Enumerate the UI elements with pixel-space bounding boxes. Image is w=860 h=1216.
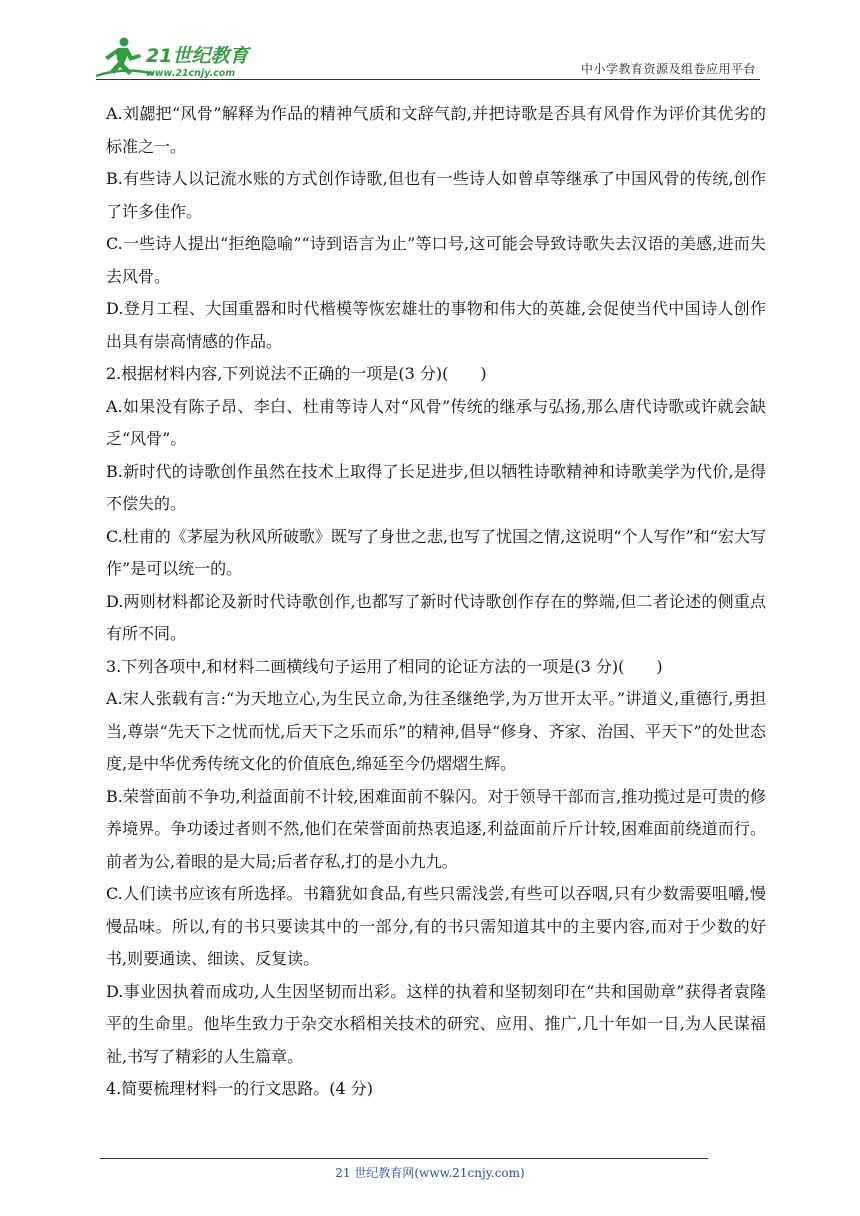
logo-url-text: www.21cnjy.com [146,68,236,79]
option-1c: C.一些诗人提出“拒绝隐喻”“诗到语言为止”等口号,这可能会导致诗歌失去汉语的美感,进而失去风骨。 [106,234,766,286]
option-2a: A.如果没有陈子昂、李白、杜甫等诗人对“风骨”传统的继承与弘扬,那么唐代诗歌或许就会缺乏“风骨”。 [106,396,766,448]
option-2c: C.杜甫的《茅屋为秋风所破歌》既写了身世之悲,也写了忧国之情,这说明“个人写作”和“宏大写作”是可以统一的。 [106,526,766,578]
logo-main-text: 21世纪教育 [146,45,249,67]
option-3a: A.宋人张载有言:“为天地立心,为生民立命,为往圣继绝学,为万世开太平。”讲道义,重德行,勇担当,尊崇“先天下之忧而忧,后天下之乐而乐”的精神,倡导“修身、齐家、治国、平天下”的处世态度,是中华优秀传统文化的价值底色,绵延至今仍熠熠生辉。 [106,689,766,773]
option-1a: A.刘勰把“风骨”解释为作品的精神气质和文辞气韵,并把诗歌是否具有风骨作为评价其优劣的标准之一。 [106,104,766,156]
option-2d: D.两则材料都论及新时代诗歌创作,也都写了新时代诗歌创作存在的弊端,但二者论述的侧重点有所不同。 [106,591,766,643]
option-3c: C.人们读书应该有所选择。书籍犹如食品,有些只需浅尝,有些可以吞咽,只有少数需要咀嚼,慢慢品味。所以,有的书只要读其中的一部分,有的书只需知道其中的主要内容,而对于少数的好书,则要通读、细读、反复读。 [106,884,766,968]
site-logo[interactable] [94,36,264,80]
question-4: 4.简要梳理材料一的行文思路。(4 分) [106,1079,374,1098]
option-2b: B.新时代的诗歌创作虽然在技术上取得了长足进步,但以牺牲诗歌精神和诗歌美学为代价,是得不偿失的。 [106,461,766,513]
option-3b: B.荣誉面前不争功,利益面前不计较,困难面前不躲闪。对于领导干部而言,推功揽过是可贵的修养境界。争功诿过者则不然,他们在荣誉面前热衷追逐,利益面前斤斤计较,困难面前绕道而行。前者为公,着眼的是大局;后者存私,打的是小九九。 [106,786,766,871]
footer-link[interactable]: 21 世纪教育网(www.21cnjy.com) [335,1166,525,1180]
page-header [0,0,860,86]
site-tagline: 中小学教育资源及组卷应用平台 [580,62,756,76]
header-divider [96,79,760,80]
question-2: 2.根据材料内容,下列说法不正确的一项是(3 分)( ) [106,364,487,383]
question-content [106,98,766,1106]
option-1b: B.有些诗人以记流水账的方式创作诗歌,但也有一些诗人如曾卓等继承了中国风骨的传统,创作了许多佳作。 [106,169,766,221]
option-3d: D.事业因执着而成功,人生因坚韧而出彩。这样的执着和坚韧刻印在“共和国勋章”获得者袁隆平的生命里。他毕生致力于杂交水稻相关技术的研究、应用、推广,几十年如一日,为人民谋福祉,书写了精彩的人生篇章。 [106,981,766,1066]
question-3: 3.下列各项中,和材料二画横线句子运用了相同的论证方法的一项是(3 分)( ) [106,656,663,676]
option-1d: D.登月工程、大国重器和时代楷模等恢宏雄壮的事物和伟大的英雄,会促使当代中国诗人创作出具有崇高情感的作品。 [106,299,766,351]
footer-divider [100,1158,708,1159]
